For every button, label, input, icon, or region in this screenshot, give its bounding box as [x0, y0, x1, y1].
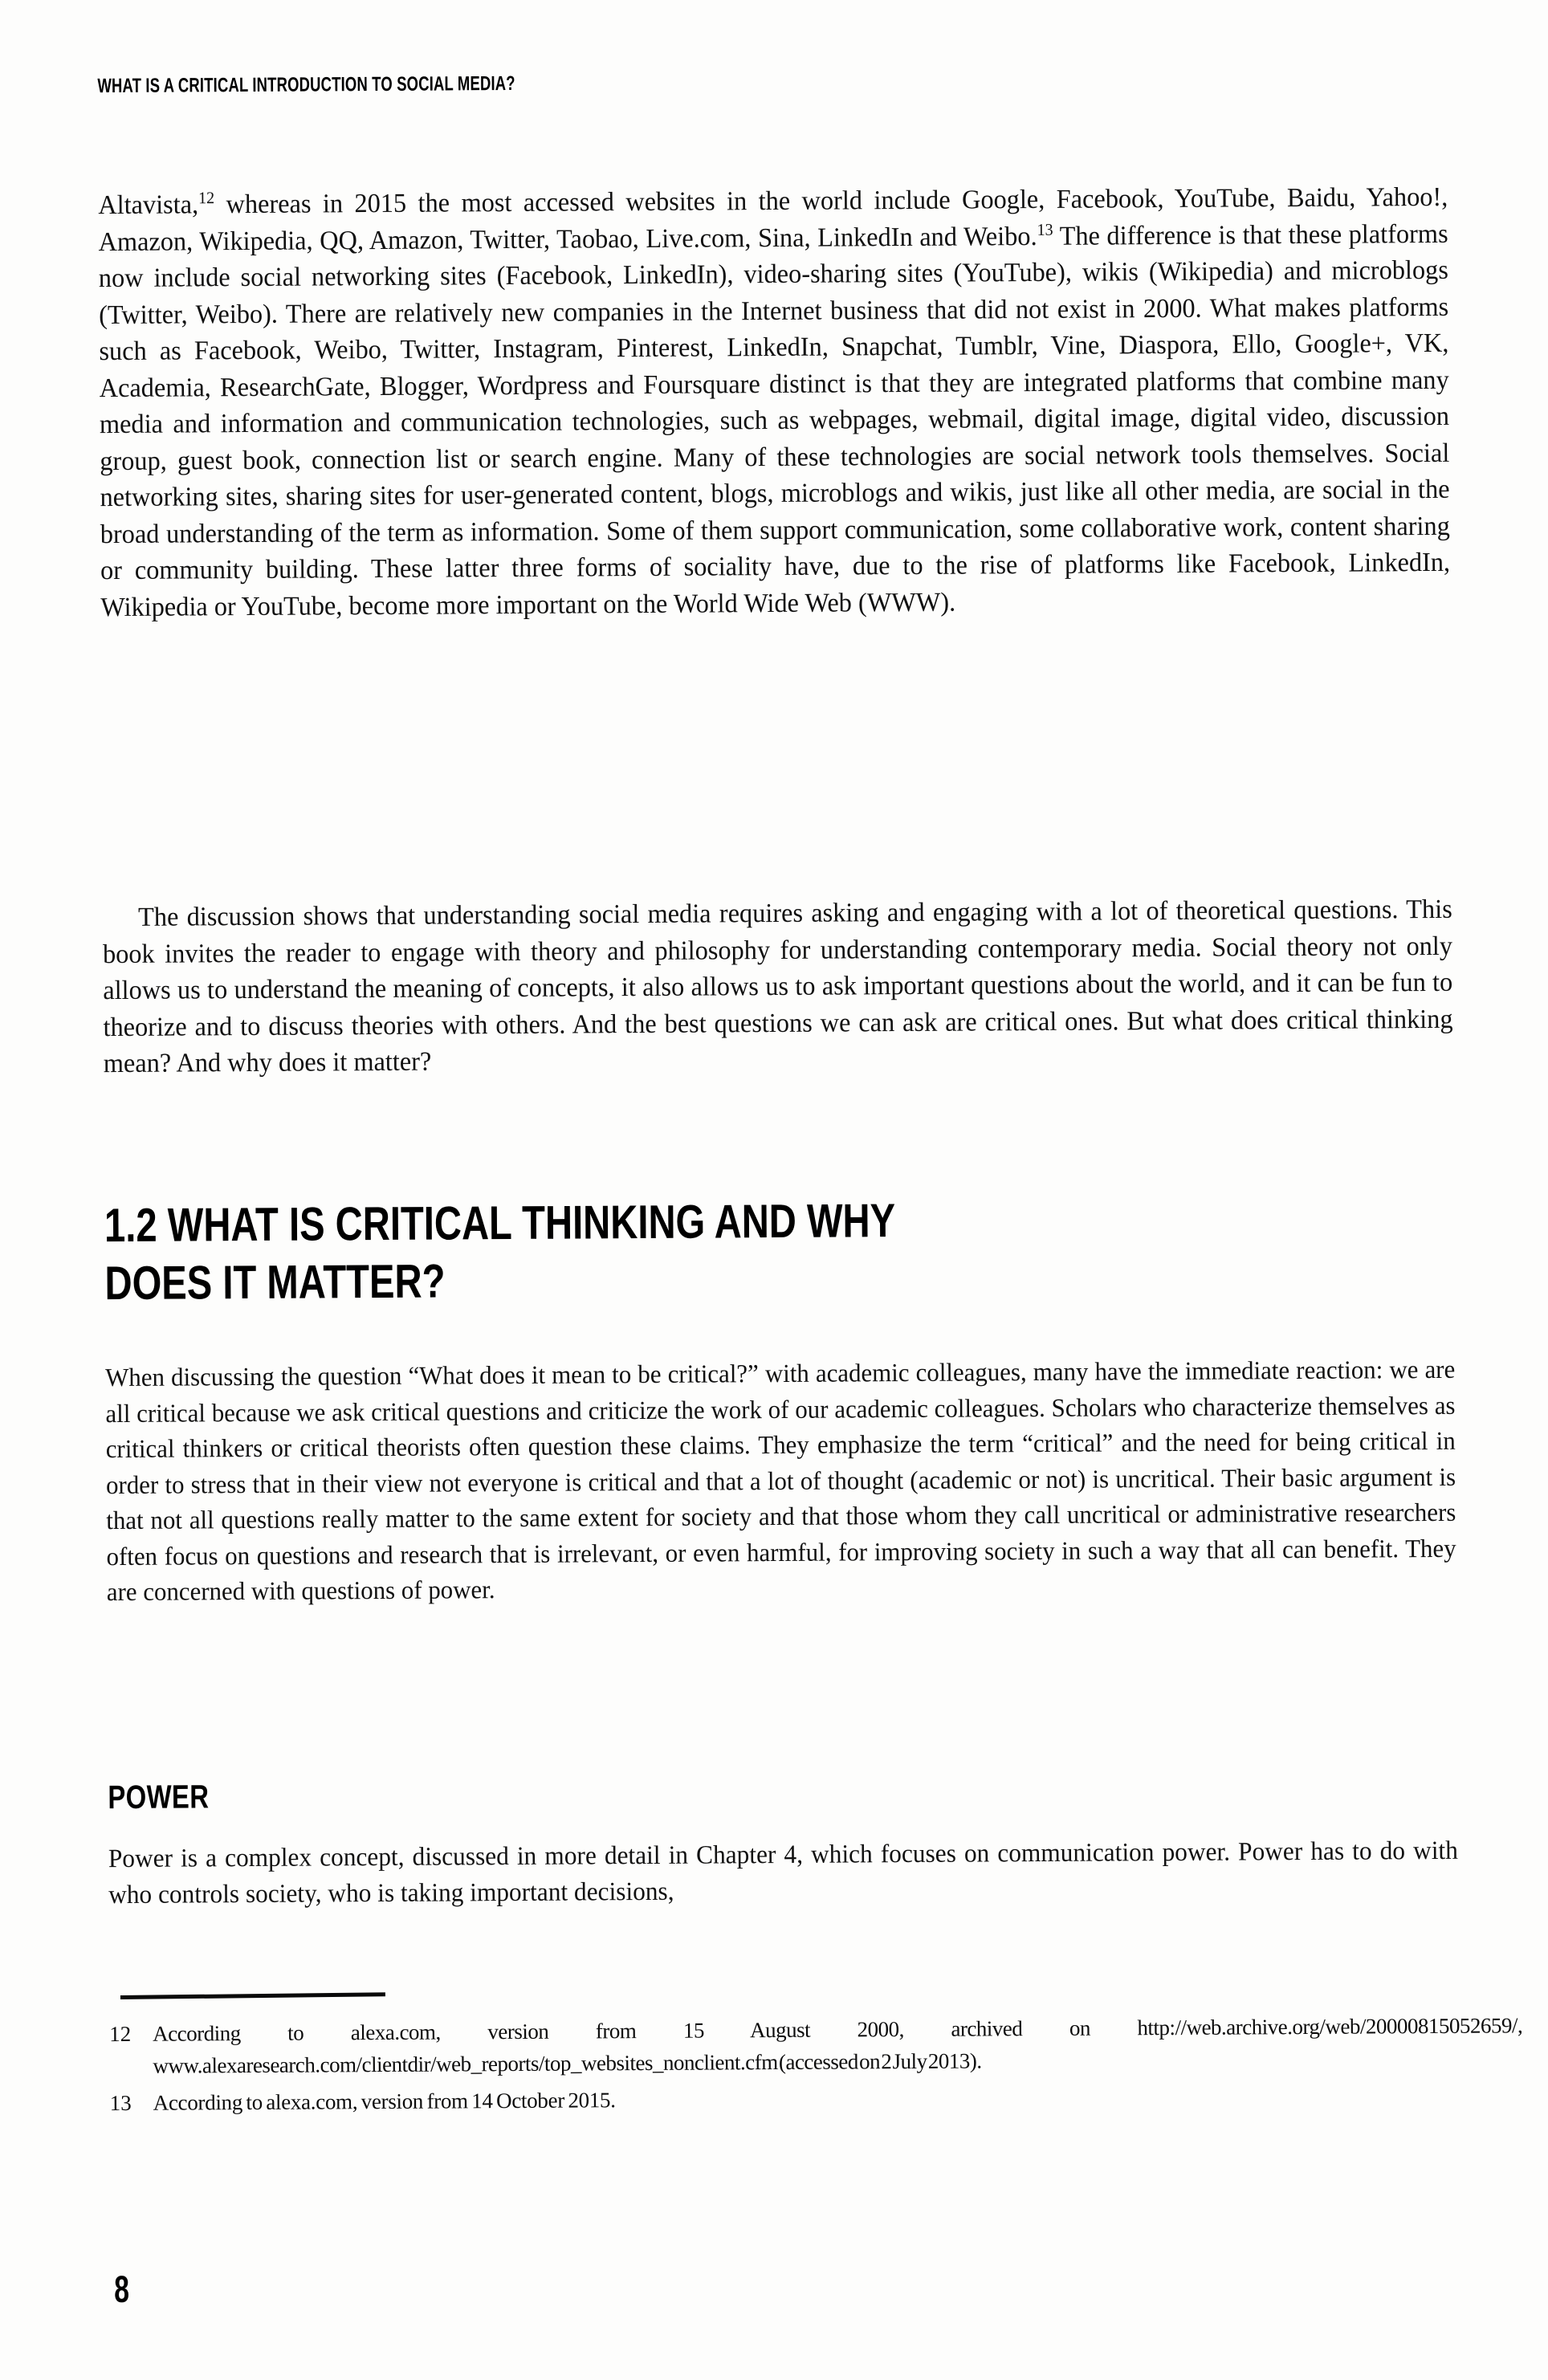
paragraph-critical: When discussing the question “What does it mean to be critical?” with academic colleagues, many have the immediate reaction: we are all critical because we ask critical questions and criticize the work of our academic colleagues. Scholars who characterize themselves as critical thinkers or critical theorists often question these claims. They emphasize the term “critical” and the need for being critical in order to stress that in their view not everyone is critical and that a lot of thought (academic or not) is uncritical. Their basic argument is that not all questions really matter to the same extent for society and that those whom they call uncritical or administrative researchers often focus on questions and research that is irrelevant, or even harmful, for improving society in such a way that all can benefit. They are concerned with questions of power. [105, 1354, 1456, 1607]
section-heading-line1: 1.2 WHAT IS CRITICAL THINKING AND WHY [104, 1194, 896, 1253]
paragraph-altavista [98, 179, 1450, 626]
section-heading-line2: DOES IT MATTER? [104, 1254, 446, 1310]
footnote-ref-13[interactable]: 13 [1037, 220, 1053, 239]
footnote-number: 13 [109, 2090, 132, 2116]
footnote-text: According to alexa.com, version from 15 August 2000, archived on http://web.archive.org/web/20000815052659/, www.alexaresearch.com/clientdir/web_reports/top_websites_nonclient.cfm (accessed on 2 July 2013). [153, 2013, 1523, 2078]
footnote-item [109, 2009, 1522, 2082]
body-paragraph-main [98, 179, 1450, 626]
footnote-item [110, 2078, 1523, 2119]
body-paragraph-power-wrap [108, 1833, 1459, 1913]
body-paragraph-discussion-wrap [103, 891, 1453, 1082]
page-number: 8 [113, 2267, 130, 2311]
sub-heading-power: POWER [108, 1778, 210, 1816]
footnote-number: 12 [109, 2021, 132, 2047]
footnote-separator-rule [120, 1992, 385, 1999]
footnotes-section [109, 2009, 1523, 2124]
paragraph-power: Power is a complex concept, discussed in more detail in Chapter 4, which focuses on communication power. Power has to do with who controls society, who is taking important decisions, [108, 1836, 1458, 1910]
body-paragraph-critical-wrap [105, 1351, 1456, 1610]
footnote-text: According to alexa.com, version from 14 October 2015. [153, 2088, 616, 2115]
footnote-ref-12[interactable]: 12 [198, 189, 215, 208]
running-head: WHAT IS A CRITICAL INTRODUCTION TO SOCIAL MEDIA? [97, 71, 515, 98]
paragraph-discussion: The discussion shows that understanding social media requires asking and engaging with a lot of theoretical questions. This book invites the reader to engage with theory and philosophy for understanding contemporary media. Social theory not only allows us to understand the meaning of concepts, it also allows us to ask important questions about the world, and it can be fun to theorize and to discuss theories with others. And the best questions we can ask are critical ones. But what does critical thinking mean? And why does it matter? [102, 894, 1453, 1079]
section-heading-1-2 [104, 1191, 1004, 1312]
paragraph-main-part3: The difference is that these platforms now include social networking sites (Facebook, LinkedIn), video-sharing sites (YouTube), wikis (Wikipedia) and microblogs (Twitter, Weibo). There are relatively new companies in the Internet business that did not exist in 2000. What makes platforms such as Facebook, Weibo, Twitter, Instagram, Pinterest, LinkedIn, Snapchat, Tumblr, Vine, Diaspora, Ello, Google+, VK, Academia, ResearchGate, Blogger, Wordpress and Foursquare distinct is that they are integrated platforms that combine many media and information and communication technologies, such as webpages, webmail, digital image, digital video, discussion group, guest book, connection list or search engine. Many of these technologies are social network tools themselves. Social networking sites, sharing sites for user-generated content, blogs, microblogs and wikis, just like all other media, are social in the broad understanding of the term as information. Some of them support communication, some collaborative work, content sharing or community building. These latter three forms of sociality have, due to the rise of platforms like Facebook, LinkedIn, Wikipedia or YouTube, become more important on the World Wide Web (WWW). [98, 218, 1451, 622]
paragraph-main-part2: whereas in 2015 the most accessed websites in the world include Google, Facebook, YouTube, Baidu, Yahoo!, Amazon, Wikipedia, QQ, Amazon, Twitter, Taobao, Live.com, Sina, LinkedIn and Weibo. [98, 181, 1448, 257]
paragraph-main-part1: Altavista, [98, 190, 199, 221]
